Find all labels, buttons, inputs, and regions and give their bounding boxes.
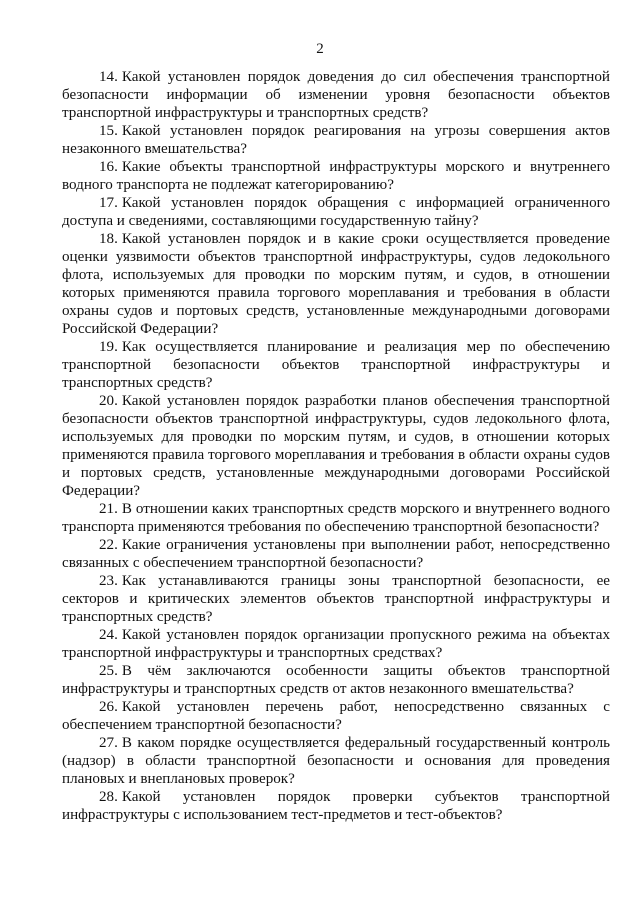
question-number: 26. <box>99 699 118 715</box>
question-item <box>62 536 610 572</box>
question-item <box>62 572 610 626</box>
question-number: 25. <box>99 663 118 679</box>
question-item <box>62 230 610 338</box>
question-number: 16. <box>99 159 118 175</box>
question-number: 28. <box>99 789 118 805</box>
question-number: 15. <box>99 123 118 139</box>
question-number: 22. <box>99 537 118 553</box>
question-item <box>62 392 610 500</box>
question-text: Какой установлен порядок организации пропускного режима на объектах транспортной инфраструктуры и транспортных средствах? <box>62 627 610 661</box>
page-number: 2 <box>316 41 324 57</box>
question-text: В отношении каких транспортных средств морского и внутреннего водного транспорта применяются требования по обеспечению транспортной безопасности? <box>62 501 610 535</box>
question-number: 14. <box>99 69 118 85</box>
question-number: 20. <box>99 393 118 409</box>
question-item <box>62 788 610 824</box>
question-text: Какие ограничения установлены при выполнении работ, непосредственно связанных с обеспечением транспортной безопасности? <box>62 537 610 571</box>
question-item <box>62 500 610 536</box>
question-text: Какой установлен порядок разработки планов обеспечения транспортной безопасности объектов транспортной инфраструктуры, судов ледокольного флота, используемых для проводки по морским путям, и судов, в отношении которых применяются правила торгового мореплавания и требования в области охраны судов и портовых средств, установленные международными договорами Российской Федерации? <box>62 393 610 499</box>
question-item <box>62 662 610 698</box>
question-text: Какой установлен порядок доведения до сил обеспечения транспортной безопасности информации об изменении уровня безопасности объектов транспортной инфраструктуры и транспортных средств? <box>62 69 610 121</box>
question-text: Какие объекты транспортной инфраструктуры морского и внутреннего водного транспорта не подлежат категорированию? <box>62 159 610 193</box>
question-text: Какой установлен порядок проверки субъектов транспортной инфраструктуры с использованием тест-предметов и тест-объектов? <box>62 789 610 823</box>
question-number: 18. <box>99 231 118 247</box>
question-text: Как устанавливаются границы зоны транспортной безопасности, ее секторов и критических элементов объектов транспортной инфраструктуры и транспортных средств? <box>62 573 610 625</box>
question-text: В каком порядке осуществляется федеральный государственный контроль (надзор) в области транспортной безопасности и основания для проведения плановых и внеплановых проверок? <box>62 735 610 787</box>
question-number: 23. <box>99 573 118 589</box>
question-item <box>62 338 610 392</box>
question-text: Какой установлен перечень работ, непосредственно связанных с обеспечением транспортной безопасности? <box>62 699 610 733</box>
question-item <box>62 122 610 158</box>
question-item <box>62 68 610 122</box>
question-text: Какой установлен порядок и в какие сроки осуществляется проведение оценки уязвимости объектов транспортной инфраструктуры, судов ледокольного флота, используемых для проводки по морским путям, и судов, в отношении которых применяются правила торгового мореплавания и требования в области охраны судов и портовых средств, установленные международными договорами Российской Федерации? <box>62 231 610 337</box>
question-number: 17. <box>99 195 118 211</box>
question-list <box>62 68 610 824</box>
question-number: 24. <box>99 627 118 643</box>
question-item <box>62 734 610 788</box>
question-item <box>62 158 610 194</box>
question-number: 21. <box>99 501 118 517</box>
question-text: В чём заключаются особенности защиты объектов транспортной инфраструктуры и транспортных средств от актов незаконного вмешательства? <box>62 663 610 697</box>
question-item <box>62 626 610 662</box>
question-number: 19. <box>99 339 118 355</box>
question-text: Какой установлен порядок реагирования на угрозы совершения актов незаконного вмешательства? <box>62 123 610 157</box>
question-item <box>62 194 610 230</box>
question-number: 27. <box>99 735 118 751</box>
question-item <box>62 698 610 734</box>
question-text: Как осуществляется планирование и реализация мер по обеспечению транспортной безопасности объектов транспортной инфраструктуры и транспортных средств? <box>62 339 610 391</box>
question-text: Какой установлен порядок обращения с информацией ограниченного доступа и сведениями, составляющими государственную тайну? <box>62 195 610 229</box>
